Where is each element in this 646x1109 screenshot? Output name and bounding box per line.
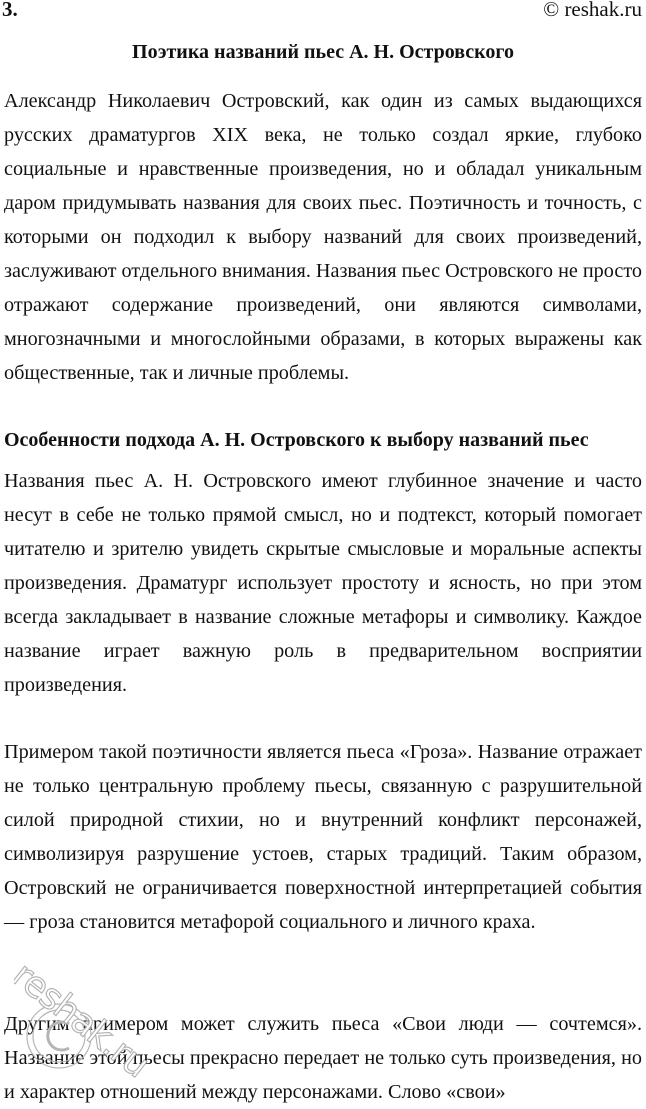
intro-section	[4, 84, 642, 390]
paragraph: Примером такой поэтичности является пьеса «Гроза». Название отражает не только центральную проблему пьесы, связанную с разрушительной силой природной стихии, но и внутренний конфликт персонажей, символизируя разрушение устоев, старых традиций. Таким образом, Островский не ограничивается поверхностной интерпретацией события — гроза становится метафорой социального и личного краха.	[4, 741, 642, 933]
document-title: Поэтика названий пьес А. Н. Островского	[132, 41, 514, 63]
page-header	[0, 0, 646, 26]
section-paragraph-1	[4, 464, 642, 702]
section-paragraph-2	[4, 735, 642, 939]
section-heading: Особенности подхода А. Н. Островского к выбору названий пьес	[4, 429, 589, 451]
paragraph: Александр Николаевич Островский, как один из самых выдающихся русских драматургов XIX века, не только создал яркие, глубоко социальные и нравственные произведения, но и обладал уникальным даром придумывать названия для своих пьес. Поэтичность и точность, с которыми он подходил к выбору названий для своих произведений, заслуживают отдельного внимания. Названия пьес Островского не просто отражают содержание произведений, они являются символами, многозначными и многослойными образами, в которых выражены как общественные, так и личные проблемы.	[4, 90, 642, 384]
task-number: 3.	[2, 0, 18, 21]
copyright-label: © reshak.ru	[543, 0, 642, 21]
svg-text:reshak.ru: reshak.ru	[14, 958, 157, 1086]
paragraph: Названия пьес А. Н. Островского имеют глубинное значение и часто несут в себе не только прямой смысл, но и подтекст, который помогает читателю и зрителю увидеть скрытые смысловые и моральные аспекты произведения. Драматург использует простоту и ясность, но при этом всегда закладывает в название сложные метафоры и символику. Каждое название играет важную роль в предварительном восприятии произведения.	[4, 470, 642, 696]
paragraph: Другим примером может служить пьеса «Свои люди — сочтемся». Название этой пьесы прекрасно передает не только суть произведения, но и характер отношений между персонажами. Слово «свои»	[4, 1013, 642, 1103]
section-paragraph-3	[4, 1007, 642, 1109]
